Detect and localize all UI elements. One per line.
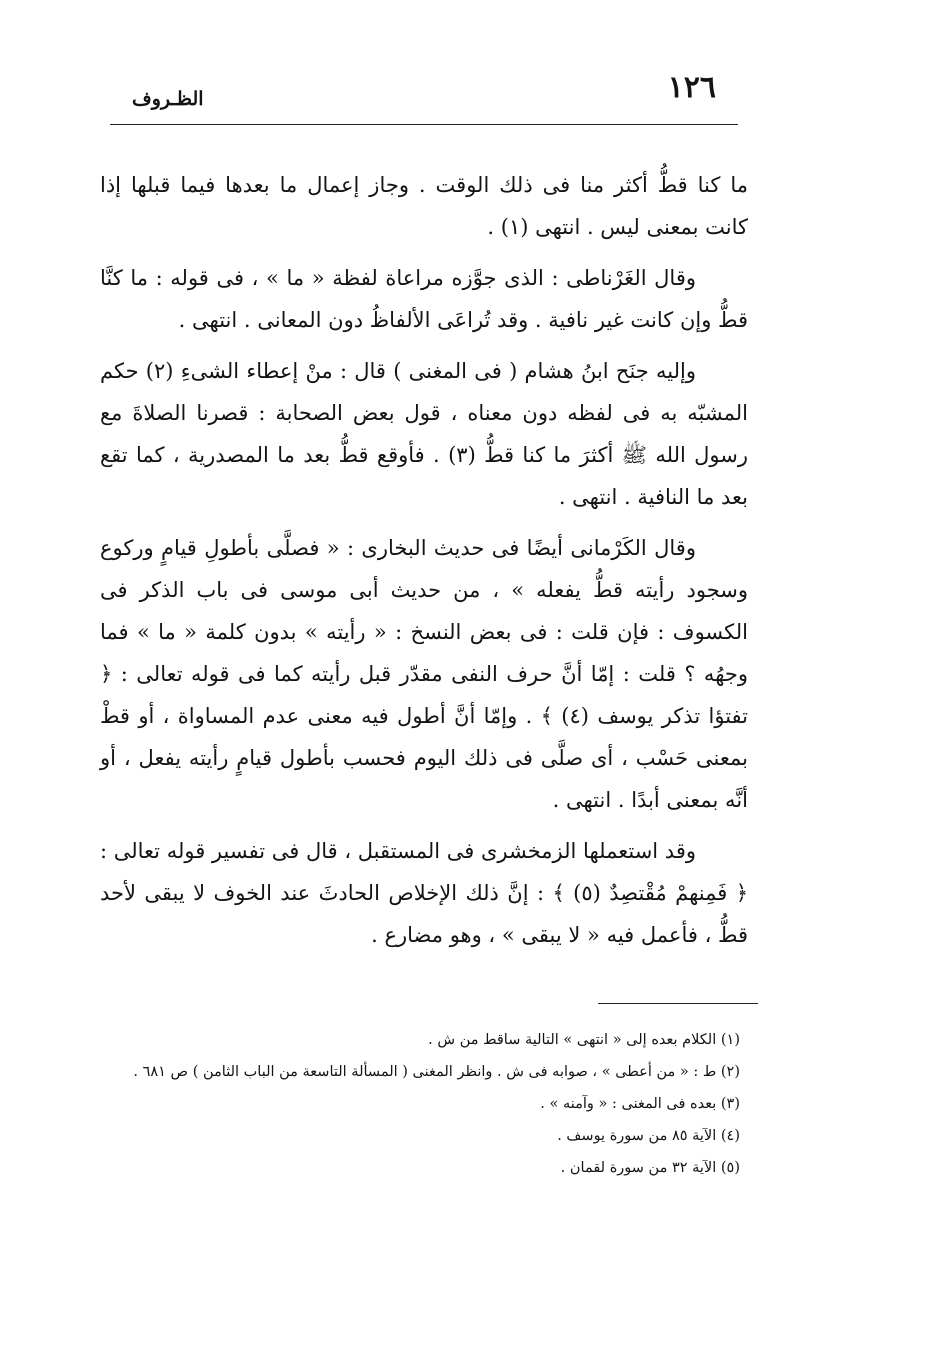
footnote: (٥) الآية ٣٢ من سورة لقمان . (560, 1160, 740, 1176)
footnote: (٢) ط : « من أعطى » ، صوابه فى ش . وانظر المغنى ( المسألة التاسعة من الباب الثامن ) ص ٦٨١ . (133, 1064, 740, 1080)
footnote: (٤) الآية ٨٥ من سورة يوسف . (557, 1128, 740, 1144)
footnote: (١) الكلام بعده إلى « انتهى » التالية ساقط من ش . (428, 1032, 740, 1048)
main-text (100, 164, 748, 956)
paragraph: وإليه جنَح ابنُ هشام ( فى المغنى ) قال : منْ إعطاء الشىءِ (٢) حكم المشبّه به فى لفظه دون معناه ، قول بعض الصحابة : قصرنا الصلاةَ مع رسول الله ﷺ أكثرَ ما كنا قطُّ (٣) . فأوقع قطُّ بعد ما المصدرية ، كما تقع بعد ما النافية . انتهى . (100, 359, 748, 509)
paragraph: وقال الغَرْناطى : الذى جوَّزه مراعاة لفظة « ما » ، فى قوله : ما كنَّا قطُّ وإن كانت غير نافية . وقد تُراعَى الألفاظُ دون المعانى . انتهى . (100, 266, 748, 332)
paragraph: ما كنا قطُّ أكثر منا فى ذلك الوقت . وجاز إعمال ما بعدها فيما قبلها إذا كانت بمعنى ليس . انتهى (١) . (100, 173, 748, 239)
page-header (110, 62, 738, 125)
footnote-separator (598, 1003, 758, 1004)
footnote: (٣) بعده فى المغنى : « وآمنه » . (540, 1096, 740, 1112)
paragraph: وقال الكَرْمانى أيضًا فى حديث البخارى : « فصلَّى بأطولِ قيامٍ وركوع وسجود رأيته قطُّ يفعله » ، من حديث أبى موسى فى باب الذكر فى الكسوف : فإن قلت : فى بعض النسخ : « رأيته » بدون كلمة « ما » فما وجهُه ؟ قلت : إمّا أنَّ حرف النفى مقدّر قبل رأيته كما فى قوله تعالى : ﴿ تفتؤا تذكر يوسف (٤) ﴾ . وإمّا أنَّ أطول فيه معنى عدم المساواة ، أو قطْ بمعنى حَسْب ، أى صلَّى فى ذلك اليوم فحسب بأطول قيامٍ رأيته يفعل ، أو أنَّه بمعنى أبدًا . انتهى . (100, 536, 749, 812)
footnotes (110, 1024, 740, 1184)
paragraph: وقد استعملها الزمخشرى فى المستقبل ، قال فى تفسير قوله تعالى : ﴿ فَمِنهمْ مُقْتصِدٌ (٥) ﴾ : إنَّ ذلك الإخلاص الحادثَ عند الخوف لا يبقى لأحد قطُّ ، فأعمل فيه « لا يبقى » ، وهو مضارع . (100, 839, 748, 947)
running-title: الظـروف (132, 88, 204, 110)
page-number: ١٢٦ (667, 70, 716, 105)
